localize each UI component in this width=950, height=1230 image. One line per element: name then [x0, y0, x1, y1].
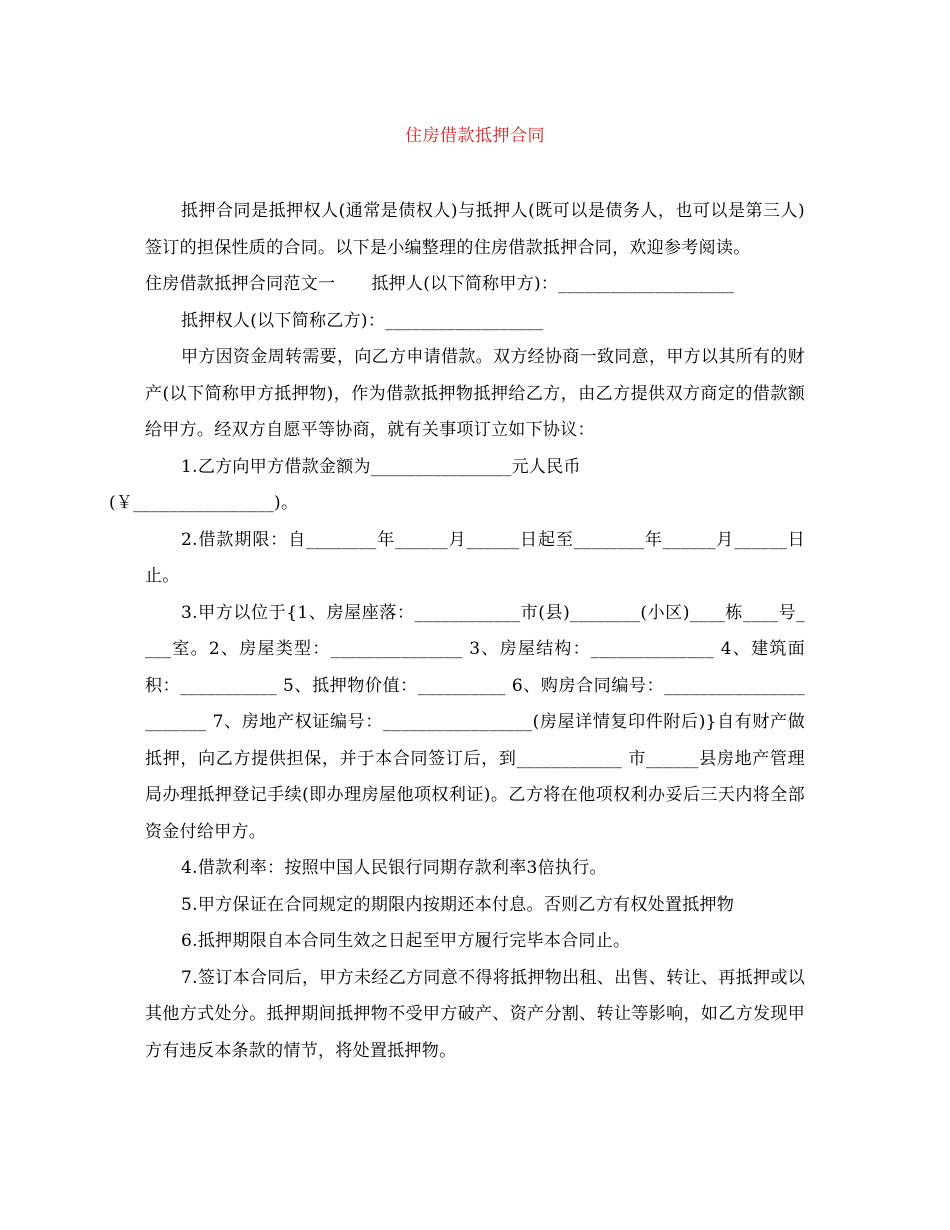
- paragraph-intro: 抵押合同是抵押权人(通常是债权人)与抵押人(既可以是债务人，也可以是第三人)签订的担保性质的合同。以下是小编整理的住房借款抵押合同，欢迎参考阅读。: [145, 201, 805, 258]
- paragraph-clause-3: 3.甲方以位于{1、房屋座落：____________市(县)________(小区)____栋____号____室。2、房屋类型：_______________ 3、房屋结构：______________ 4、建筑面积：___________ 5、抵押物价值：__________ 6、购房合同编号：_______________________ 7、房地产权证编号：_________________(房屋详情复印件附后)}自有财产做抵押，向乙方提供担保，并于本合同签订后，到____________ 市______县房地产管理局办理抵押登记手续(即办理房屋他项权利证)。乙方将在他项权利办妥后三天内将全部资金付给甲方。: [145, 602, 805, 842]
- paragraph-clause-7: 7.签订本合同后，甲方未经乙方同意不得将抵押物出租、出售、转让、再抵押或以其他方式处分。抵押期间抵押物不受甲方破产、资产分割、转让等影响，如乙方发现甲方有违反本条款的情节，将处置抵押物。: [145, 967, 805, 1061]
- sample-heading-text: 住房借款抵押合同范文一: [145, 274, 336, 294]
- paragraph-clause-2: 2.借款期限：自________年______月______日起至________年______月______日止。: [145, 529, 805, 586]
- document-body: [109, 193, 805, 1069]
- paragraph-clause-4: 4.借款利率：按照中国人民银行同期存款利率3倍执行。: [181, 858, 607, 878]
- party-a-line: 抵押人(以下简称甲方)：____________________: [371, 274, 735, 294]
- paragraph-party-b: 抵押权人(以下简称乙方)：__________________: [181, 310, 544, 331]
- clause-1-line2: (￥________________)。: [109, 493, 299, 513]
- clause-1-line1: 1.乙方向甲方借款金额为________________元人民币: [181, 456, 581, 477]
- document-title: 住房借款抵押合同: [405, 126, 545, 146]
- paragraph-clause-5: 5.甲方保证在合同规定的期限内按期还本付息。否则乙方有权处置抵押物: [181, 894, 735, 915]
- paragraph-clause-6: 6.抵押期限自本合同生效之日起至甲方履行完毕本合同止。: [181, 931, 631, 951]
- paragraph-sample-heading: [145, 266, 805, 303]
- paragraph-clause-1: [109, 449, 805, 522]
- paragraph-preamble: 甲方因资金周转需要，向乙方申请借款。双方经协商一致同意，甲方以其所有的财产(以下简称甲方抵押物)，作为借款抵押物抵押给乙方，由乙方提供双方商定的借款额给甲方。经双方自愿平等协商，就有关事项订立如下协议：: [145, 347, 805, 440]
